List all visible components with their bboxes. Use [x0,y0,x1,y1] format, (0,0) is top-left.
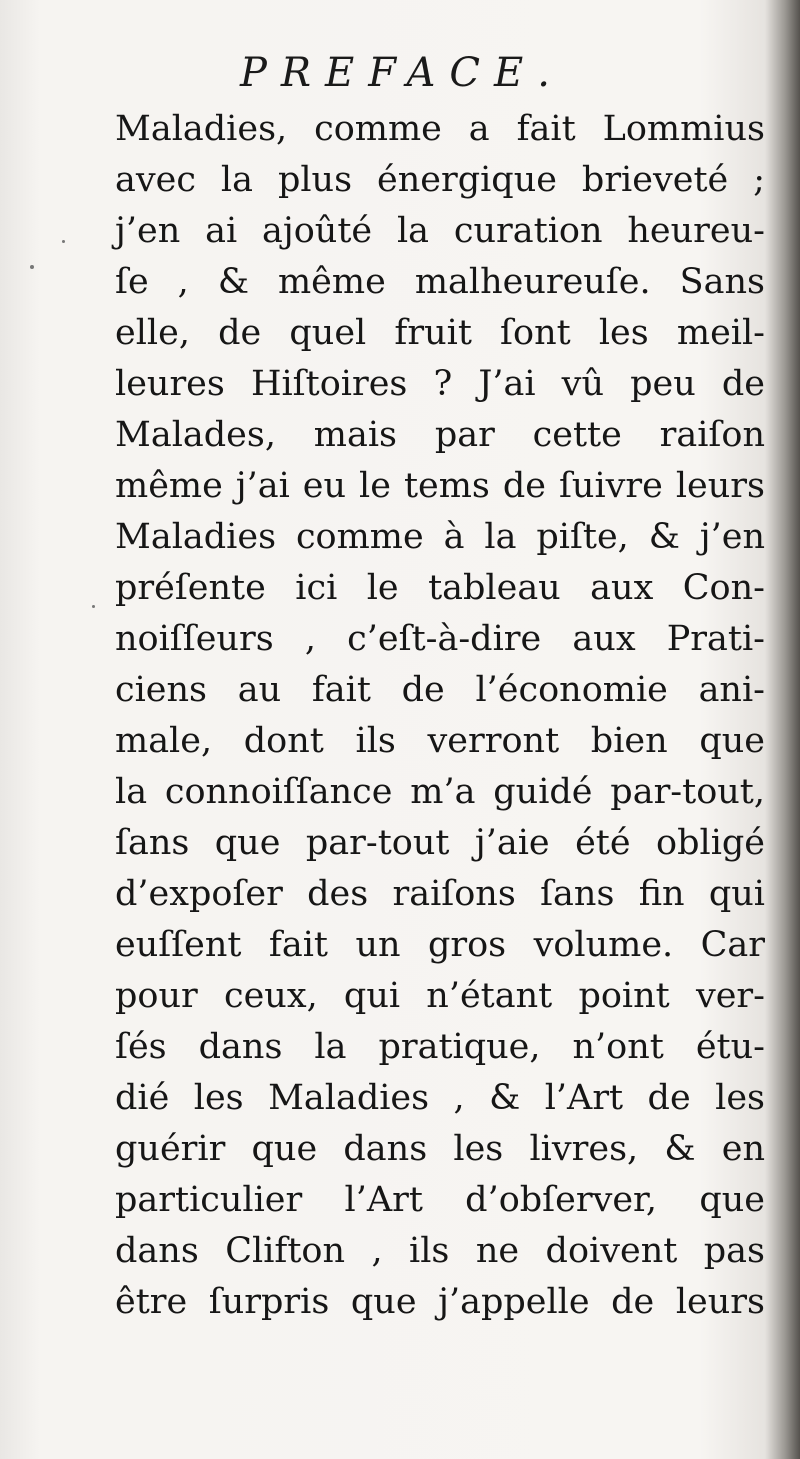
text-line: j’en ai ajoûté la curation heureu- [115,211,765,251]
text-line: pour ceux, qui n’étant point ver- [115,976,765,1016]
text-line: guérir que dans les livres, & en [115,1129,765,1169]
text-line: préſente ici le tableau aux Con- [115,568,765,608]
text-line: dié les Maladies , & l’Art de les [115,1078,765,1118]
text-line: male, dont ils verront bien que [115,721,765,761]
paper-speck [30,265,34,269]
text-line: Malades, mais par cette raiſon [115,415,765,455]
body-text [115,104,765,1328]
text-line: ſe , & même malheureuſe. Sans [115,262,765,302]
text-line: Maladies comme à la piſte, & j’en [115,517,765,557]
text-line: ſés dans la pratique, n’ont étu- [115,1027,765,1067]
text-line: d’expoſer des raiſons ſans fin qui [115,874,765,914]
text-line: leures Hiſtoires ? J’ai vû peu de [115,364,765,404]
text-line: particulier l’Art d’obſerver, que [115,1180,765,1220]
text-line: être ſurpris que j’appelle de leurs [115,1282,765,1322]
text-line: même j’ai eu le tems de ſuivre leurs [115,466,765,506]
text-line: ciens au fait de l’économie ani- [115,670,765,710]
paper-speck [62,240,65,243]
text-line: ſans que par-tout j’aie été obligé [115,823,765,863]
text-line: avec la plus énergique brieveté ; [115,160,765,200]
paper-speck [92,605,95,608]
text-line: noiſſeurs , c’eſt-à-dire aux Prati- [115,619,765,659]
text-line: la connoiſſance m’a guidé par-tout, [115,772,765,812]
text-line: Maladies, comme a fait Lommius [115,109,765,149]
text-line: elle, de quel fruit ſont les meil- [115,313,765,353]
text-line: euſſent fait un gros volume. Car [115,925,765,965]
running-head: PREFACE. [240,50,564,96]
text-line: dans Clifton , ils ne doivent pas [115,1231,765,1271]
